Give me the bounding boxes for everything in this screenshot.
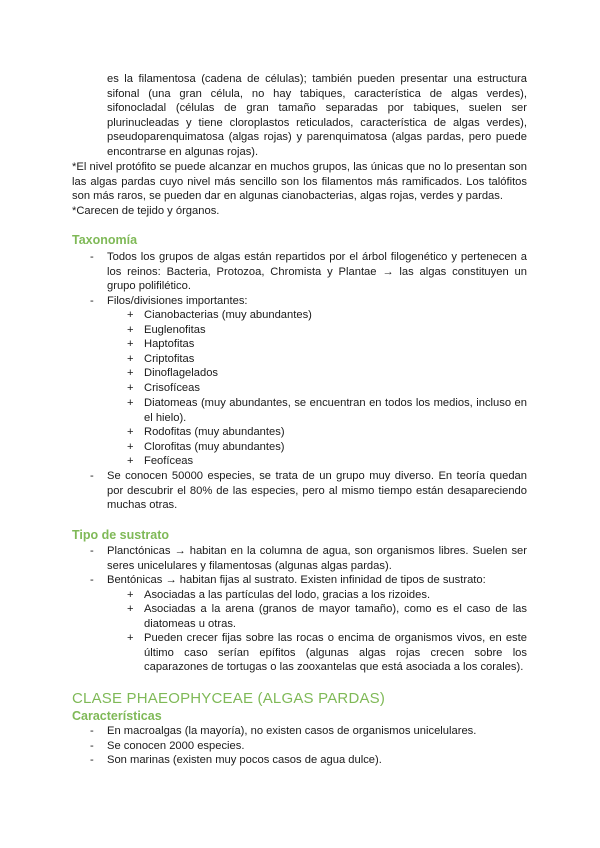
plus-bullet: + (127, 367, 134, 379)
plus-bullet: + (127, 441, 134, 453)
intro-note-2: *Carecen de tejido y órganos. (72, 205, 220, 217)
taxonomia-heading: Taxonomía (72, 233, 138, 247)
intro-continuation: es la filamentosa (cadena de células); también pueden presentar una estructura sifonal (una gran célula, no hay tabiques, característica de algas verdes), sifonocladal (células de gran tamaño separadas por tabiques, suelen ser plurinucleadas y tiene cloroplastos reticulados, característica de algas verdes), pseudoparenquimatosa (algas rojas) y parenquimatosa (algas pardas, pero puede encontrarse en algunas rojas). (107, 73, 527, 158)
caracteristicas-heading: Características (72, 709, 162, 723)
clase-heading: CLASE PHAEOPHYCEAE (ALGAS PARDAS) (72, 690, 386, 707)
plus-bullet: + (127, 382, 134, 394)
sustrato-subitem-lodo: Asociadas a las partículas del lodo, gracias a los rizoides. (144, 589, 431, 601)
dash-bullet: - (90, 754, 94, 766)
plus-bullet: + (127, 632, 134, 644)
subitem-euglenofitas: Euglenofitas (144, 324, 206, 336)
clase-item-especies: Se conocen 2000 especies. (107, 740, 245, 752)
subitem-rodofitas: Rodofitas (muy abundantes) (144, 426, 285, 438)
taxonomia-item-especies: Se conocen 50000 especies, se trata de un grupo muy diverso. En teoría quedan por descubrir el 80% de las especies, pero al mismo tiempo están desapareciendo muchas otras. (107, 470, 527, 512)
subitem-diatomeas: Diatomeas (muy abundantes, se encuentran en todos los medios, incluso en el hielo). (144, 397, 527, 424)
plus-bullet: + (127, 455, 134, 467)
sustrato-heading: Tipo de sustrato (72, 528, 170, 542)
subitem-criptofitas: Criptofitas (144, 353, 195, 365)
dash-bullet: - (90, 470, 94, 482)
clase-item-marinas: Son marinas (existen muy pocos casos de agua dulce). (107, 754, 382, 766)
plus-bullet: + (127, 426, 134, 438)
subitem-dinoflagelados: Dinoflagelados (144, 367, 219, 379)
dash-bullet: - (90, 740, 94, 752)
clase-item-macroalgas: En macroalgas (la mayoría), no existen casos de organismos unicelulares. (107, 725, 477, 737)
plus-bullet: + (127, 397, 134, 409)
plus-bullet: + (127, 353, 134, 365)
dash-bullet: - (90, 545, 94, 557)
intro-note-1: *El nivel protófito se puede alcanzar en muchos grupos, las únicas que no lo presentan son las algas pardas cuyo nivel más sencillo son los filamentos más ramificados. Los talófitos son más raros, se pueden dar en algunas cianobacterias, algas rojas, verdes y pardas. (72, 161, 527, 203)
dash-bullet: - (90, 725, 94, 737)
sustrato-item-bentonicas: Bentónicas → habitan fijas al sustrato. Existen infinidad de tipos de sustrato: (107, 574, 486, 586)
sustrato-item-planctonicas: Planctónicas → habitan en la columna de agua, son organismos libres. Suelen ser seres unicelulares y filamentosas (algunas algas pardas). (107, 545, 527, 572)
plus-bullet: + (127, 309, 134, 321)
taxonomia-item-filos: Filos/divisiones importantes: (107, 295, 248, 307)
sustrato-subitem-arena: Asociadas a la arena (granos de mayor tamaño), como es el caso de las diatomeas u otras. (144, 603, 527, 630)
subitem-cianobacterias: Cianobacterias (muy abundantes) (144, 309, 312, 321)
subitem-crisoficeas: Crisofíceas (144, 382, 200, 394)
taxonomia-item-reinos: Todos los grupos de algas están repartidos por el árbol filogenético y pertenecen a los reinos: Bacteria, Protozoa, Chromista y Plantae → las algas constituyen un grupo polifilético. (107, 251, 527, 293)
dash-bullet: - (90, 574, 94, 586)
plus-bullet: + (127, 324, 134, 336)
plus-bullet: + (127, 589, 134, 601)
dash-bullet: - (90, 251, 94, 263)
plus-bullet: + (127, 603, 134, 615)
subitem-feoficeas: Feofíceas (144, 455, 194, 467)
sustrato-subitem-rocas: Pueden crecer fijas sobre las rocas o encima de organismos vivos, en este último caso serían epífitos (algunas algas rojas crecen sobre los caparazones de tortugas o las zooxantelas que está asociada a los corales). (144, 632, 527, 674)
plus-bullet: + (127, 338, 134, 350)
subitem-haptofitas: Haptofitas (144, 338, 195, 350)
subitem-clorofitas: Clorofitas (muy abundantes) (144, 441, 285, 453)
dash-bullet: - (90, 295, 94, 307)
